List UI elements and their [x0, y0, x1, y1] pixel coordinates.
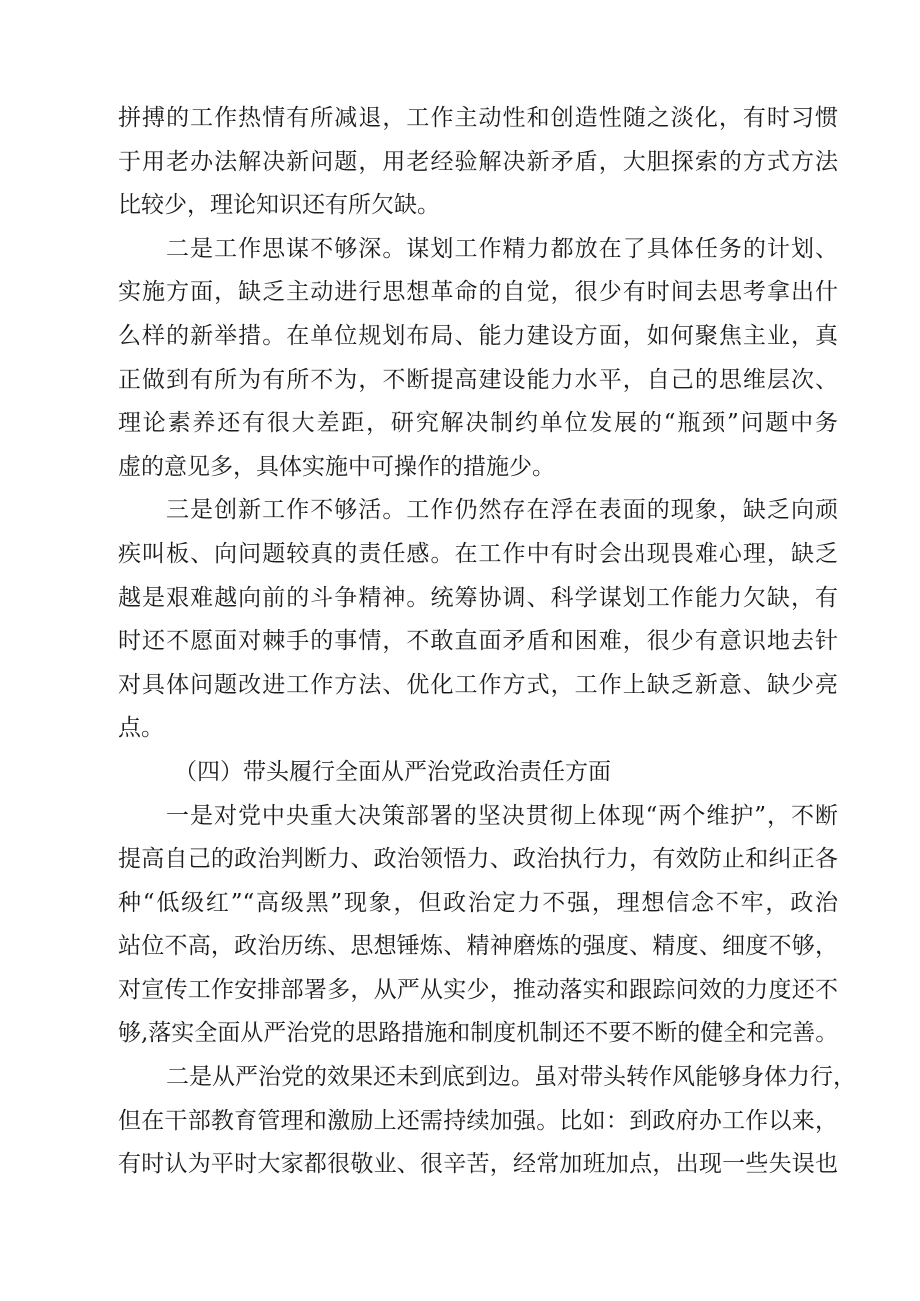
- text-line: 拼搏的工作热情有所减退，工作主动性和创造性随之淡化，有时习惯: [118, 105, 838, 131]
- text-line: 二是工作思谋不够深。谋划工作精力都放在了具体任务的计划、: [166, 235, 838, 262]
- text-line: 二是从严治党的效果还未到底到边。虽对带头转作风能够身体力行，: [166, 1064, 856, 1091]
- paragraph-work-planning: [118, 228, 838, 490]
- text-line: 但在干部教育管理和激励上还需持续加强。比如：到政府办工作以来，: [118, 1107, 838, 1134]
- text-line: 虚的意见多，具体实施中可操作的措施少。: [118, 453, 555, 480]
- paragraph-innovation: [118, 489, 838, 751]
- text-line: 有时认为平时大家都很敬业、很辛苦，经常加班加点，出现一些失误也: [118, 1151, 838, 1178]
- text-line: 对宣传工作安排部署多，从严从实少，推动落实和跟踪问效的力度还不: [118, 976, 838, 1003]
- text-line: 对具体问题改进工作方法、优化工作方式，工作上缺乏新意、缺少亮: [118, 671, 838, 698]
- text-line: 越是艰难越向前的斗争精神。统筹协调、科学谋划工作能力欠缺，有: [118, 584, 838, 611]
- text-line: 一是对党中央重大决策部署的坚决贯彻上体现“两个维护”，不断: [166, 802, 838, 829]
- document-body: [118, 97, 856, 1187]
- text-line: 站位不高，政治历练、思想锤炼、精神磨炼的强度、精度、细度不够，: [118, 933, 838, 960]
- section-heading-text: （四）带头履行全面从严治党政治责任方面: [174, 758, 611, 785]
- text-line: 提高自己的政治判断力、政治领悟力、政治执行力，有效防止和纠正各: [118, 846, 838, 873]
- paragraph-continued: [118, 97, 838, 228]
- text-line: 时还不愿面对棘手的事情，不敢直面矛盾和困难，很少有意识地去针: [118, 628, 838, 655]
- text-line: 于用老办法解决新问题，用老经验解决新矛盾，大胆探索的方式方法: [118, 148, 838, 175]
- text-line: 理论素养还有很大差距，研究解决制约单位发展的“瓶颈”问题中务: [118, 410, 838, 437]
- paragraph-strict-governance: [118, 1056, 856, 1187]
- text-line: 正做到有所为有所不为，不断提高建设能力水平，自己的思维层次、: [118, 366, 838, 393]
- text-line: 疾叫板、向问题较真的责任感。在工作中有时会出现畏难心理，缺乏: [118, 540, 838, 567]
- text-line: 三是创新工作不够活。工作仍然存在浮在表面的现象，缺乏向顽: [166, 497, 838, 524]
- text-line: 种“低级红”“高级黑”现象，但政治定力不强，理想信念不牢，政治: [118, 889, 838, 916]
- text-line: 么样的新举措。在单位规划布局、能力建设方面，如何聚焦主业，真: [118, 322, 838, 349]
- paragraph-party-decisions: [118, 795, 838, 1057]
- section-heading: [118, 751, 838, 795]
- text-line: 比较少，理论知识还有所欠缺。: [118, 192, 440, 219]
- text-line: 实施方面，缺乏主动进行思想革命的自觉，很少有时间去思考拿出什: [118, 279, 838, 306]
- text-line: 够,落实全面从严治党的思路措施和制度机制还不要不断的健全和完善。: [118, 1020, 839, 1047]
- text-line: 点。: [118, 715, 164, 742]
